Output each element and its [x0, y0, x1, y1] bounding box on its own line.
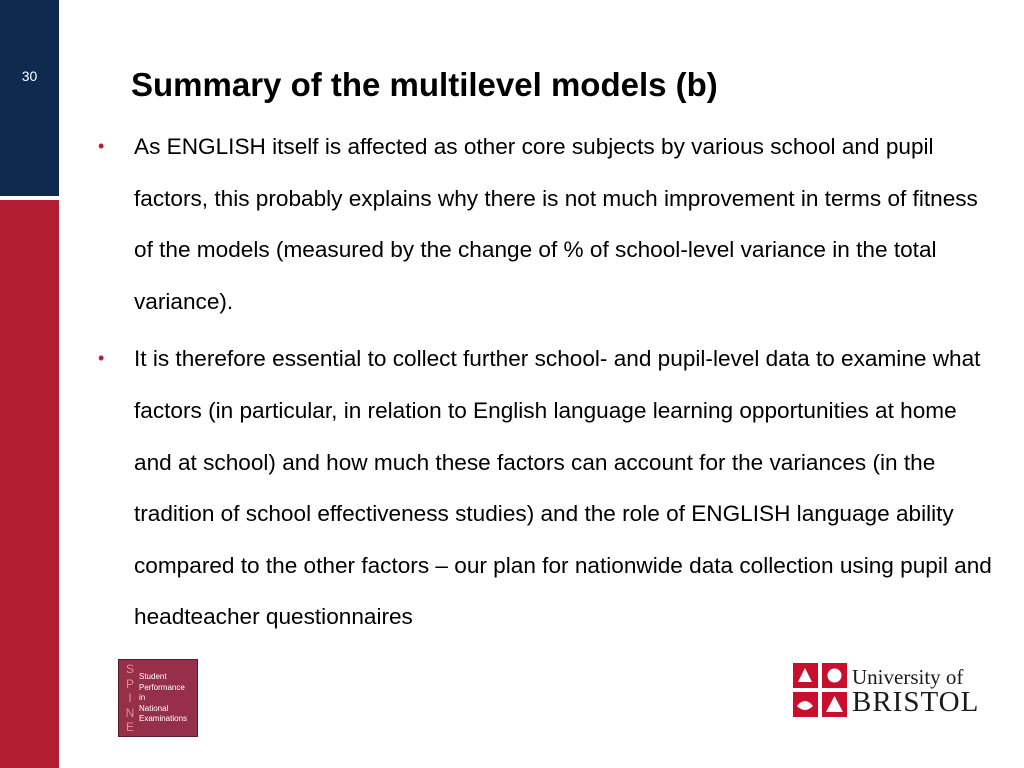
spine-logo-words: [139, 672, 187, 725]
spine-logo: [118, 659, 198, 737]
spine-word: in: [139, 693, 146, 702]
bullet-item-1: [96, 121, 996, 327]
spine-letter: E: [125, 720, 134, 734]
bullet-text-2: It is therefore essential to collect further school- and pupil-level data to examine what factors (in particular, in relation to English language learning opportunities at home and at school) and how much these factors can account for the variances (in the tradition of school effectiveness studies) and the role of ENGLISH language ability compared to the other factors – our plan for nationwide data collection using pupil and headteacher questionnaires: [134, 346, 992, 630]
spine-letter: P: [125, 676, 134, 691]
spine-letter: I: [128, 691, 132, 705]
slide-title: Summary of the multilevel models (b): [131, 66, 718, 103]
spine-word: Student: [139, 672, 167, 681]
spine-word: Examinations: [139, 714, 188, 723]
side-bar-red-block: [0, 200, 59, 768]
bristol-line2: BRISTOL: [852, 686, 980, 718]
spine-word: National: [139, 703, 169, 713]
university-of-bristol-logo: [792, 662, 982, 720]
bullet-item-2: [96, 333, 996, 643]
bullet-list: [96, 121, 996, 649]
slide-number: 30: [21, 68, 38, 84]
spine-word: Performance: [139, 682, 185, 692]
bristol-wordmark: [852, 666, 979, 716]
spine-letter: S: [125, 662, 134, 676]
side-bar: [0, 0, 59, 768]
spine-letter: N: [125, 705, 135, 720]
side-bar-navy-block: [0, 0, 59, 196]
bullet-marker: •: [98, 136, 105, 156]
spine-logo-letters: [123, 662, 137, 735]
bullet-marker: •: [98, 348, 105, 369]
bristol-crest-icon: [792, 662, 848, 718]
bullet-text-1: As ENGLISH itself is affected as other core subjects by various school and pupil factors, this probably explains why there is not much improvement in terms of fitness of the models (measured by the change of % of school-level variance in the total variance).: [134, 134, 978, 314]
bristol-line1: University of: [852, 665, 964, 689]
